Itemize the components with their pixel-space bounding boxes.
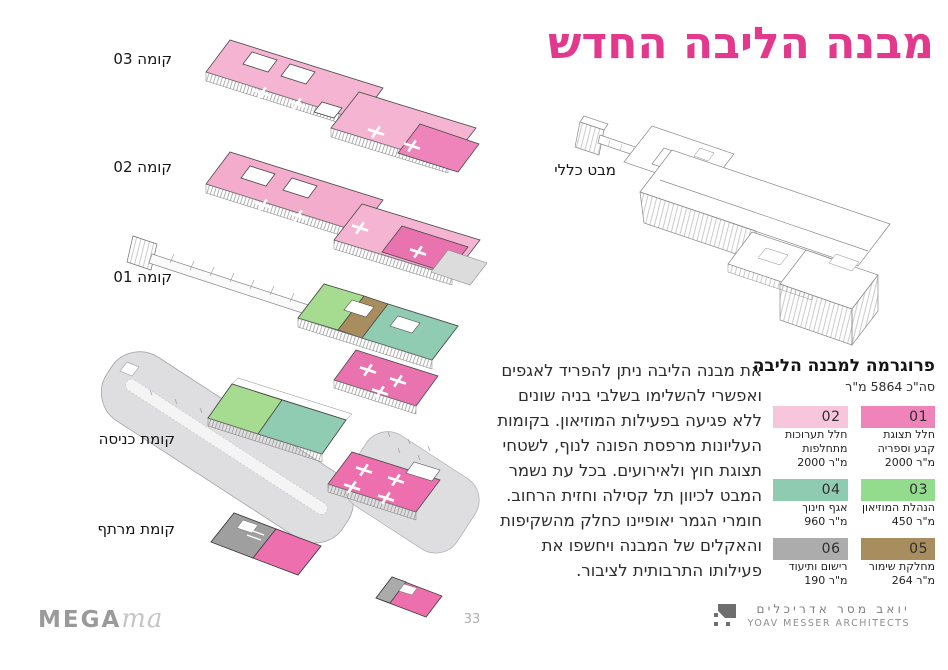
program-item-05 bbox=[861, 538, 936, 588]
mega-logo-italic: ma bbox=[121, 604, 164, 634]
floor-02-label: קומה 02 bbox=[113, 158, 172, 176]
program-area: 2000 מ"ר bbox=[884, 456, 935, 469]
program-area: 450 מ"ר bbox=[891, 515, 935, 528]
description-line: פעילותו התרבותית לציבור. bbox=[576, 561, 762, 580]
program-swatch-01 bbox=[861, 406, 936, 428]
floor-03-label: קומה 03 bbox=[113, 50, 172, 68]
program-item-04 bbox=[773, 479, 848, 529]
page-number: 33 bbox=[463, 612, 481, 627]
program-item-02 bbox=[773, 406, 848, 470]
program-swatch-02 bbox=[773, 406, 848, 428]
description-paragraph bbox=[480, 358, 762, 583]
program-name-line: הנהלת המוזיאון bbox=[861, 501, 935, 514]
program-name-line: אגף חינוך bbox=[802, 501, 848, 514]
program-swatch-06 bbox=[773, 538, 848, 560]
program-name-line: קבע וספריה bbox=[877, 442, 935, 455]
program-legend bbox=[752, 356, 935, 588]
general-view-drawing bbox=[575, 116, 890, 345]
description-line: תצוגת חוץ ולאירועים. בכל עת נשמר bbox=[508, 461, 762, 480]
program-swatch-05 bbox=[861, 538, 936, 560]
architects-name-hebrew: יואב מסר אדריכלים bbox=[756, 602, 910, 616]
program-name-line: חלל תצוגת bbox=[883, 428, 935, 441]
program-area: 190 מ"ר bbox=[804, 574, 848, 587]
program-area: 960 מ"ר bbox=[804, 515, 848, 528]
program-item-01 bbox=[861, 406, 936, 470]
program-number: 02 bbox=[821, 409, 841, 425]
program-item-06 bbox=[773, 538, 848, 588]
entrance-level-label: קומת כניסה bbox=[98, 430, 175, 448]
floor-03-drawing bbox=[206, 40, 479, 173]
description-line: ואפשרי להשלימו בשלבי בניה שונים bbox=[517, 386, 762, 405]
architects-logo-text bbox=[748, 602, 910, 629]
program-number: 03 bbox=[909, 482, 928, 498]
architects-logo-icon bbox=[713, 603, 739, 629]
description-line: את מבנה הליבה ניתן להפריד לאגפים bbox=[501, 361, 762, 380]
program-name-line: רישום ותיעוד bbox=[788, 560, 848, 573]
program-legend-title: פרוגרמה למבנה הליבה bbox=[752, 356, 935, 376]
program-number: 04 bbox=[821, 482, 841, 498]
program-swatch-04 bbox=[773, 479, 848, 501]
program-name-line: מתחלפות bbox=[802, 442, 848, 455]
description-line: והאקלים של המבנה ויחשפו את bbox=[541, 536, 762, 555]
program-total-area: סה"כ 5864 מ"ר bbox=[845, 379, 935, 394]
program-item-03 bbox=[861, 479, 936, 529]
mega-logo-bold: MEGA bbox=[38, 607, 122, 633]
description-line: העליונות מרפסת הפונה לנוף, לשטחי bbox=[502, 436, 762, 455]
program-area: 2000 מ"ר bbox=[797, 456, 848, 469]
program-name-line: חלל תערוכות bbox=[784, 428, 848, 441]
description-line: ללא פגיעה בפעילות המוזיאון. בקומות bbox=[497, 411, 762, 430]
page-title: מבנה הליבה החדש bbox=[547, 18, 934, 69]
program-name-line: מחלקת שימור bbox=[868, 560, 935, 573]
description-line: חומרי הגמר יאופיינו כחלק מהשקיפות bbox=[500, 511, 762, 530]
floor-01-label: קומה 01 bbox=[113, 268, 172, 286]
program-legend-grid bbox=[773, 406, 935, 588]
program-area: 264 מ"ר bbox=[891, 574, 935, 587]
program-number: 05 bbox=[909, 541, 928, 557]
program-swatch-03 bbox=[861, 479, 936, 501]
general-view-label: מבט כללי bbox=[554, 161, 616, 179]
mega-logo bbox=[38, 604, 163, 634]
architects-name-english: YOAV MESSER ARCHITECTS bbox=[747, 618, 910, 629]
architects-logo bbox=[713, 602, 910, 629]
description-line: המבט לכיוון תל קסילה וחזית הרחוב. bbox=[506, 486, 762, 505]
program-number: 01 bbox=[909, 409, 928, 425]
program-number: 06 bbox=[821, 541, 841, 557]
basement-level-label: קומת מרתף bbox=[97, 520, 175, 538]
